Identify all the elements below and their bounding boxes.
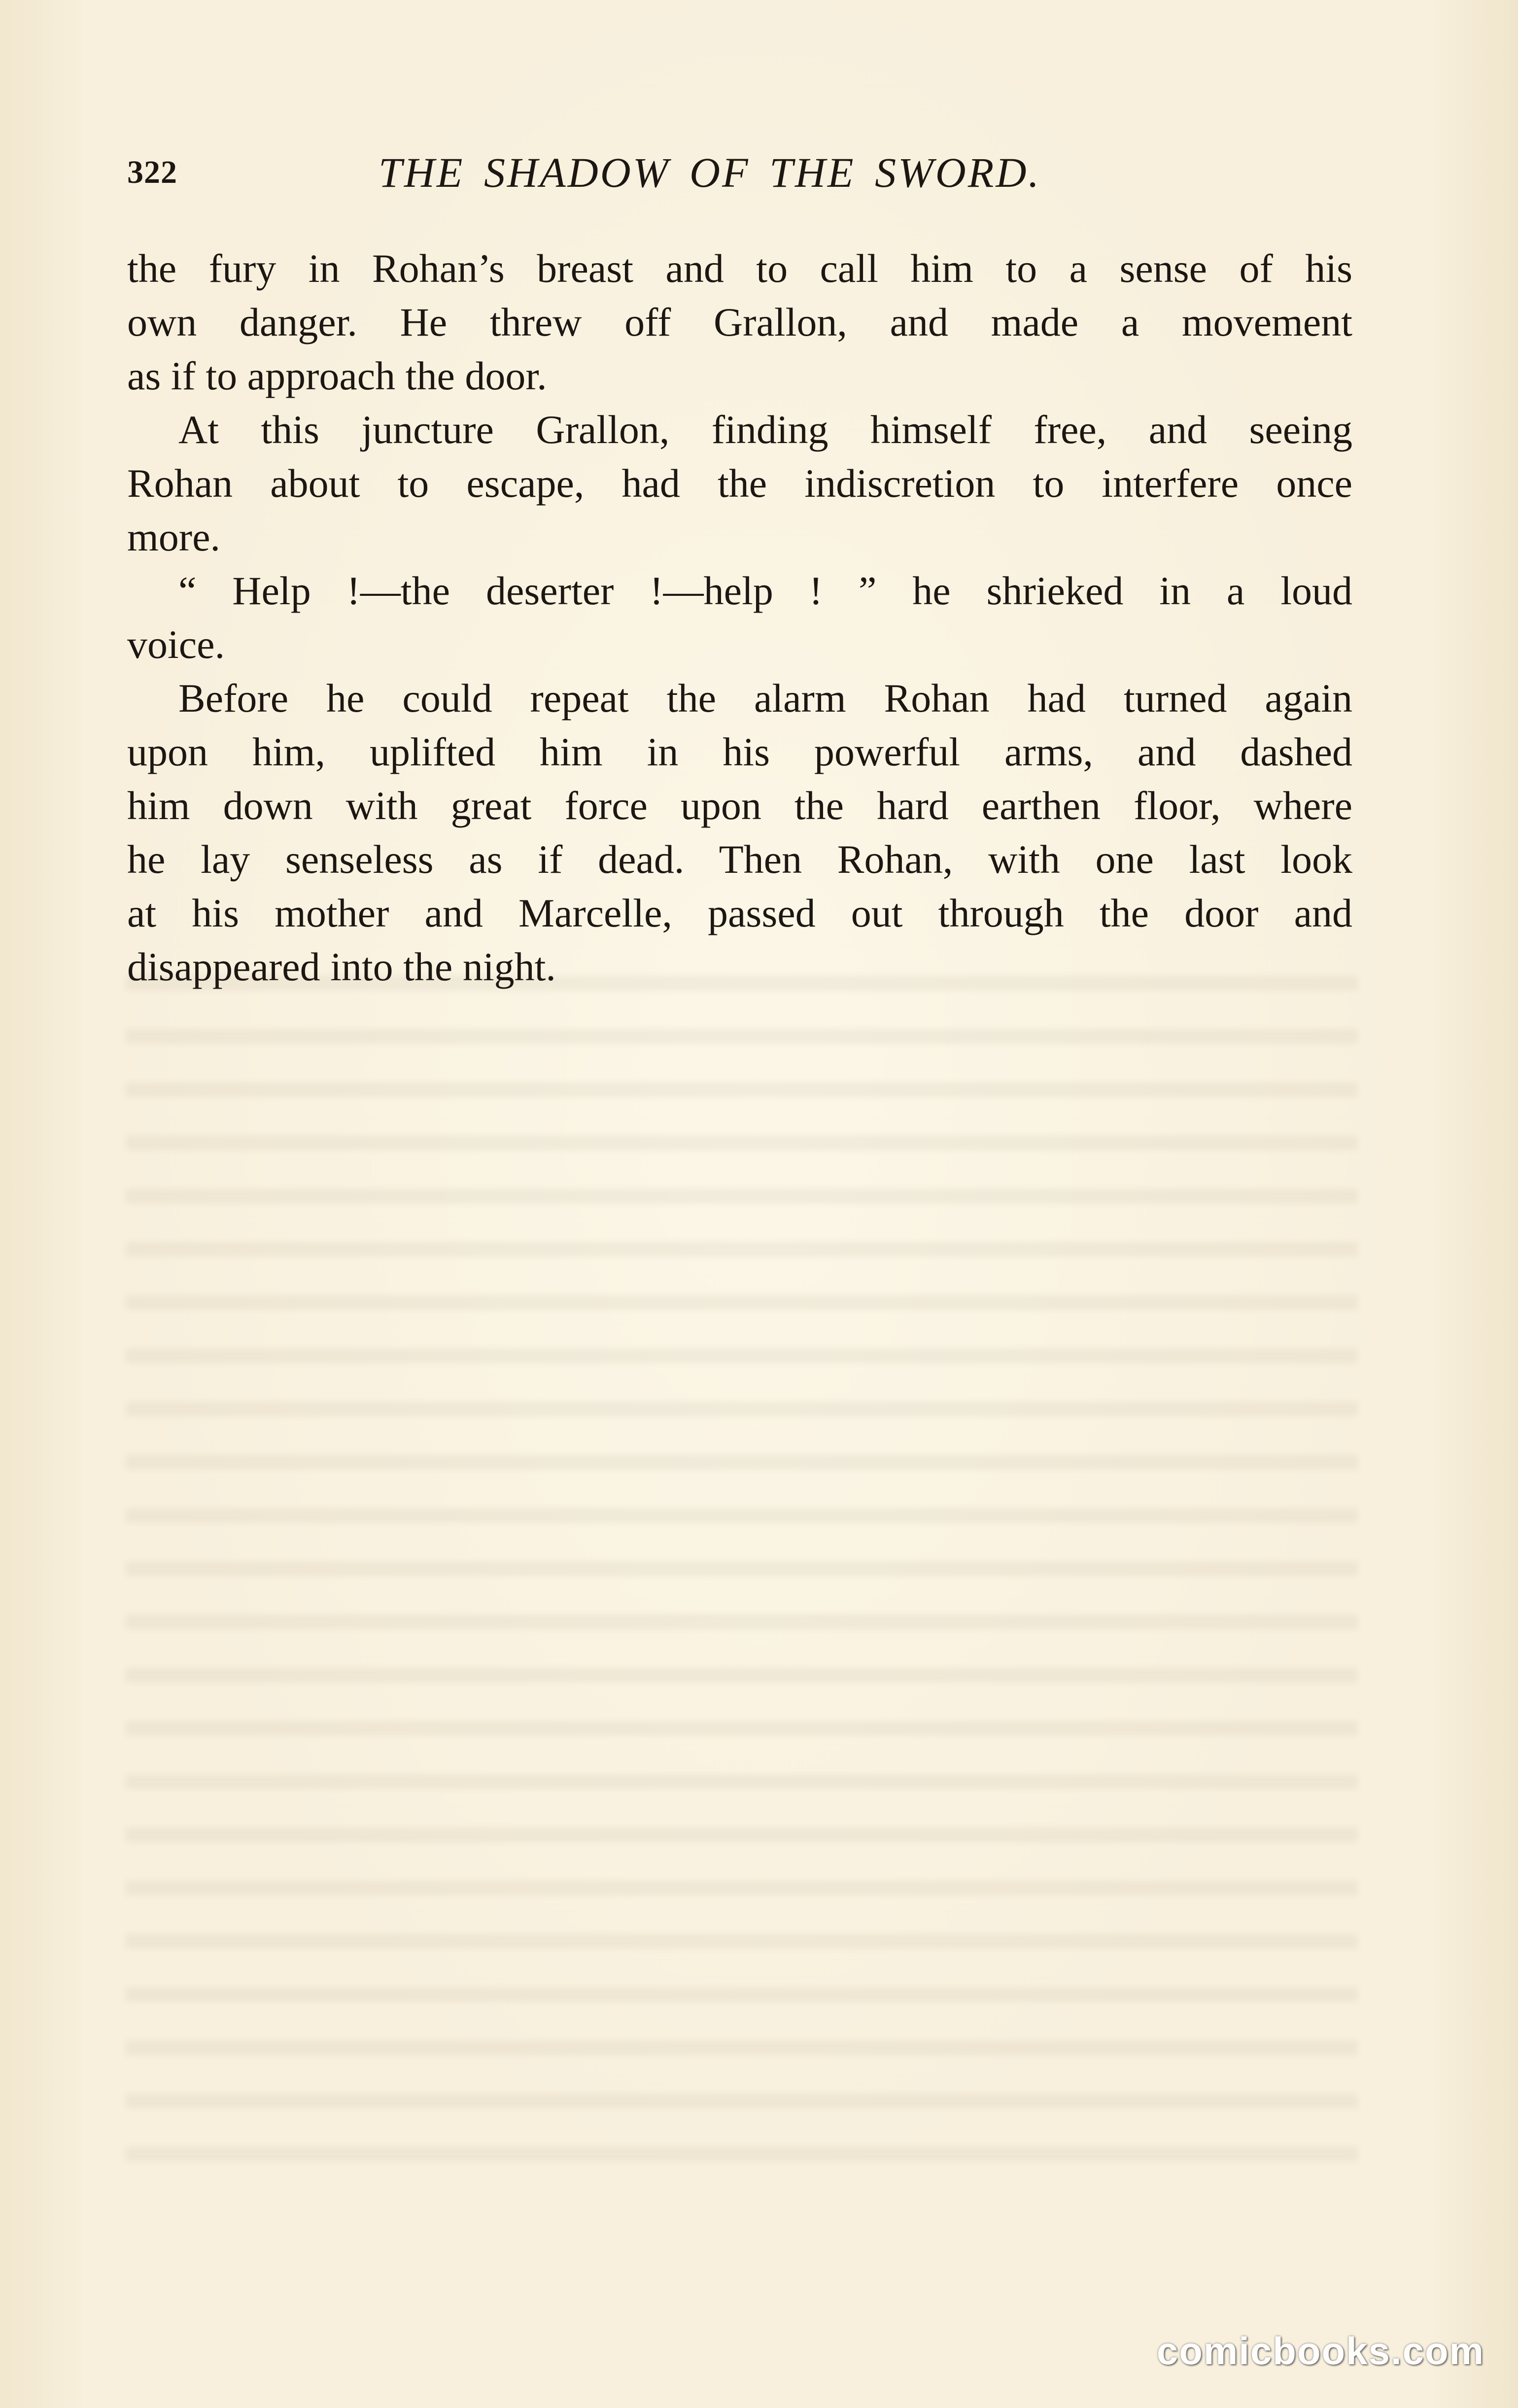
- text-line: him down with great force upon the hard earthen floor, where: [127, 783, 1352, 828]
- text-line: more.: [127, 515, 220, 559]
- text-line: Rohan about to escape, had the indiscretion to interfere once: [127, 461, 1352, 506]
- text-line: “ Help !—the deserter !—help ! ” he shrieked in a loud: [178, 568, 1352, 613]
- text-line: disappeared into the night.: [127, 944, 556, 989]
- text-line: as if to approach the door.: [127, 353, 547, 398]
- text-line: he lay senseless as if dead. Then Rohan, with one last look: [127, 837, 1352, 882]
- text-line: voice.: [127, 622, 225, 667]
- show-through-texture: [126, 976, 1358, 2198]
- page-number: 322: [127, 154, 177, 190]
- text-line: own danger. He threw off Grallon, and made a movement: [127, 300, 1352, 344]
- site-watermark: comicbooks.com: [1156, 2329, 1484, 2373]
- text-line: the fury in Rohan’s breast and to call him to a sense of his: [127, 246, 1352, 291]
- text-line: At this juncture Grallon, finding himself free, and seeing: [178, 407, 1352, 452]
- text-line: Before he could repeat the alarm Rohan had turned again: [178, 676, 1352, 721]
- text-line: at his mother and Marcelle, passed out through the door and: [127, 891, 1352, 935]
- text-line: upon him, uplifted him in his powerful arms, and dashed: [127, 729, 1352, 774]
- page-header: [127, 148, 1352, 202]
- body-text: [127, 241, 1352, 994]
- running-title: THE SHADOW OF THE SWORD.: [379, 149, 1041, 196]
